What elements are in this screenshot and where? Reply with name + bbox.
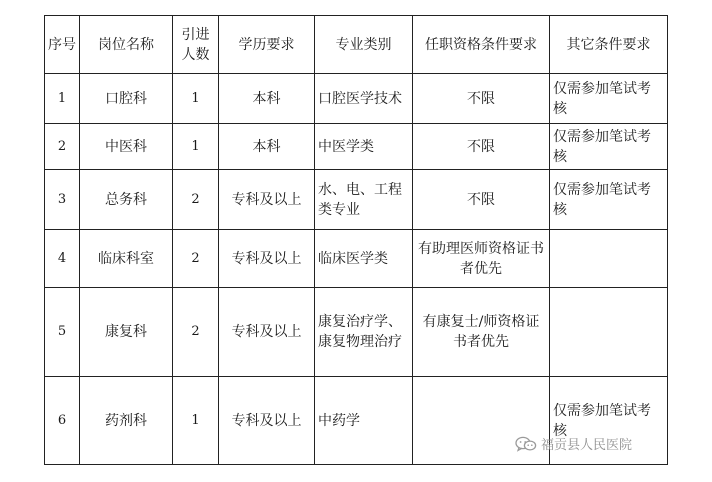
- header-education: 学历要求: [219, 16, 315, 74]
- row-education: 专科及以上: [219, 170, 315, 230]
- row-position: 中医科: [80, 124, 173, 170]
- row-qualification: 有助理医师资格证书者优先: [413, 230, 550, 288]
- row-education: 专科及以上: [219, 230, 315, 288]
- row-education: 本科: [219, 124, 315, 170]
- row-major: 水、电、工程类专业: [315, 170, 413, 230]
- header-other: 其它条件要求: [550, 16, 668, 74]
- table-row: [45, 230, 668, 288]
- row-index: 2: [45, 124, 80, 170]
- row-other: 仅需参加笔试考核: [550, 377, 668, 465]
- row-major: 中药学: [315, 377, 413, 465]
- row-index: 1: [45, 74, 80, 124]
- table-row: [45, 288, 668, 377]
- watermark-text: 福贡县人民医院: [541, 438, 633, 453]
- row-other: 仅需参加笔试考核: [550, 74, 668, 124]
- row-major: 康复治疗学、康复物理治疗: [315, 288, 413, 377]
- row-major: 临床医学类: [315, 230, 413, 288]
- row-qualification: 不限: [413, 170, 550, 230]
- row-index: 6: [45, 377, 80, 465]
- header-index: 序号: [45, 16, 80, 74]
- table-row: [45, 170, 668, 230]
- table-header-row: [45, 16, 668, 74]
- row-position: 总务科: [80, 170, 173, 230]
- watermark: [515, 434, 632, 453]
- row-count: 1: [173, 377, 219, 465]
- row-index: 5: [45, 288, 80, 377]
- row-qualification: 不限: [413, 74, 550, 124]
- table-row: [45, 74, 668, 124]
- row-index: 3: [45, 170, 80, 230]
- row-count: 2: [173, 230, 219, 288]
- row-count: 2: [173, 288, 219, 377]
- header-qualification: 任职资格条件要求: [413, 16, 550, 74]
- row-position: 康复科: [80, 288, 173, 377]
- row-other: [550, 230, 668, 288]
- row-position: 口腔科: [80, 74, 173, 124]
- row-position: 药剂科: [80, 377, 173, 465]
- row-count: 1: [173, 74, 219, 124]
- row-qualification: 不限: [413, 124, 550, 170]
- row-major: 中医学类: [315, 124, 413, 170]
- row-qualification: 有康复士/师资格证书者优先: [413, 288, 550, 377]
- row-education: 专科及以上: [219, 377, 315, 465]
- row-count: 1: [173, 124, 219, 170]
- table-row: [45, 124, 668, 170]
- row-index: 4: [45, 230, 80, 288]
- row-count: 2: [173, 170, 219, 230]
- row-other: [550, 288, 668, 377]
- row-other: 仅需参加笔试考核: [550, 170, 668, 230]
- wechat-icon: [515, 436, 537, 452]
- header-count: 引进人数: [173, 16, 219, 74]
- recruitment-table: [44, 15, 668, 465]
- header-position: 岗位名称: [80, 16, 173, 74]
- row-other: 仅需参加笔试考核: [550, 124, 668, 170]
- row-education: 专科及以上: [219, 288, 315, 377]
- row-education: 本科: [219, 74, 315, 124]
- header-major: 专业类别: [315, 16, 413, 74]
- row-major: 口腔医学技术: [315, 74, 413, 124]
- row-position: 临床科室: [80, 230, 173, 288]
